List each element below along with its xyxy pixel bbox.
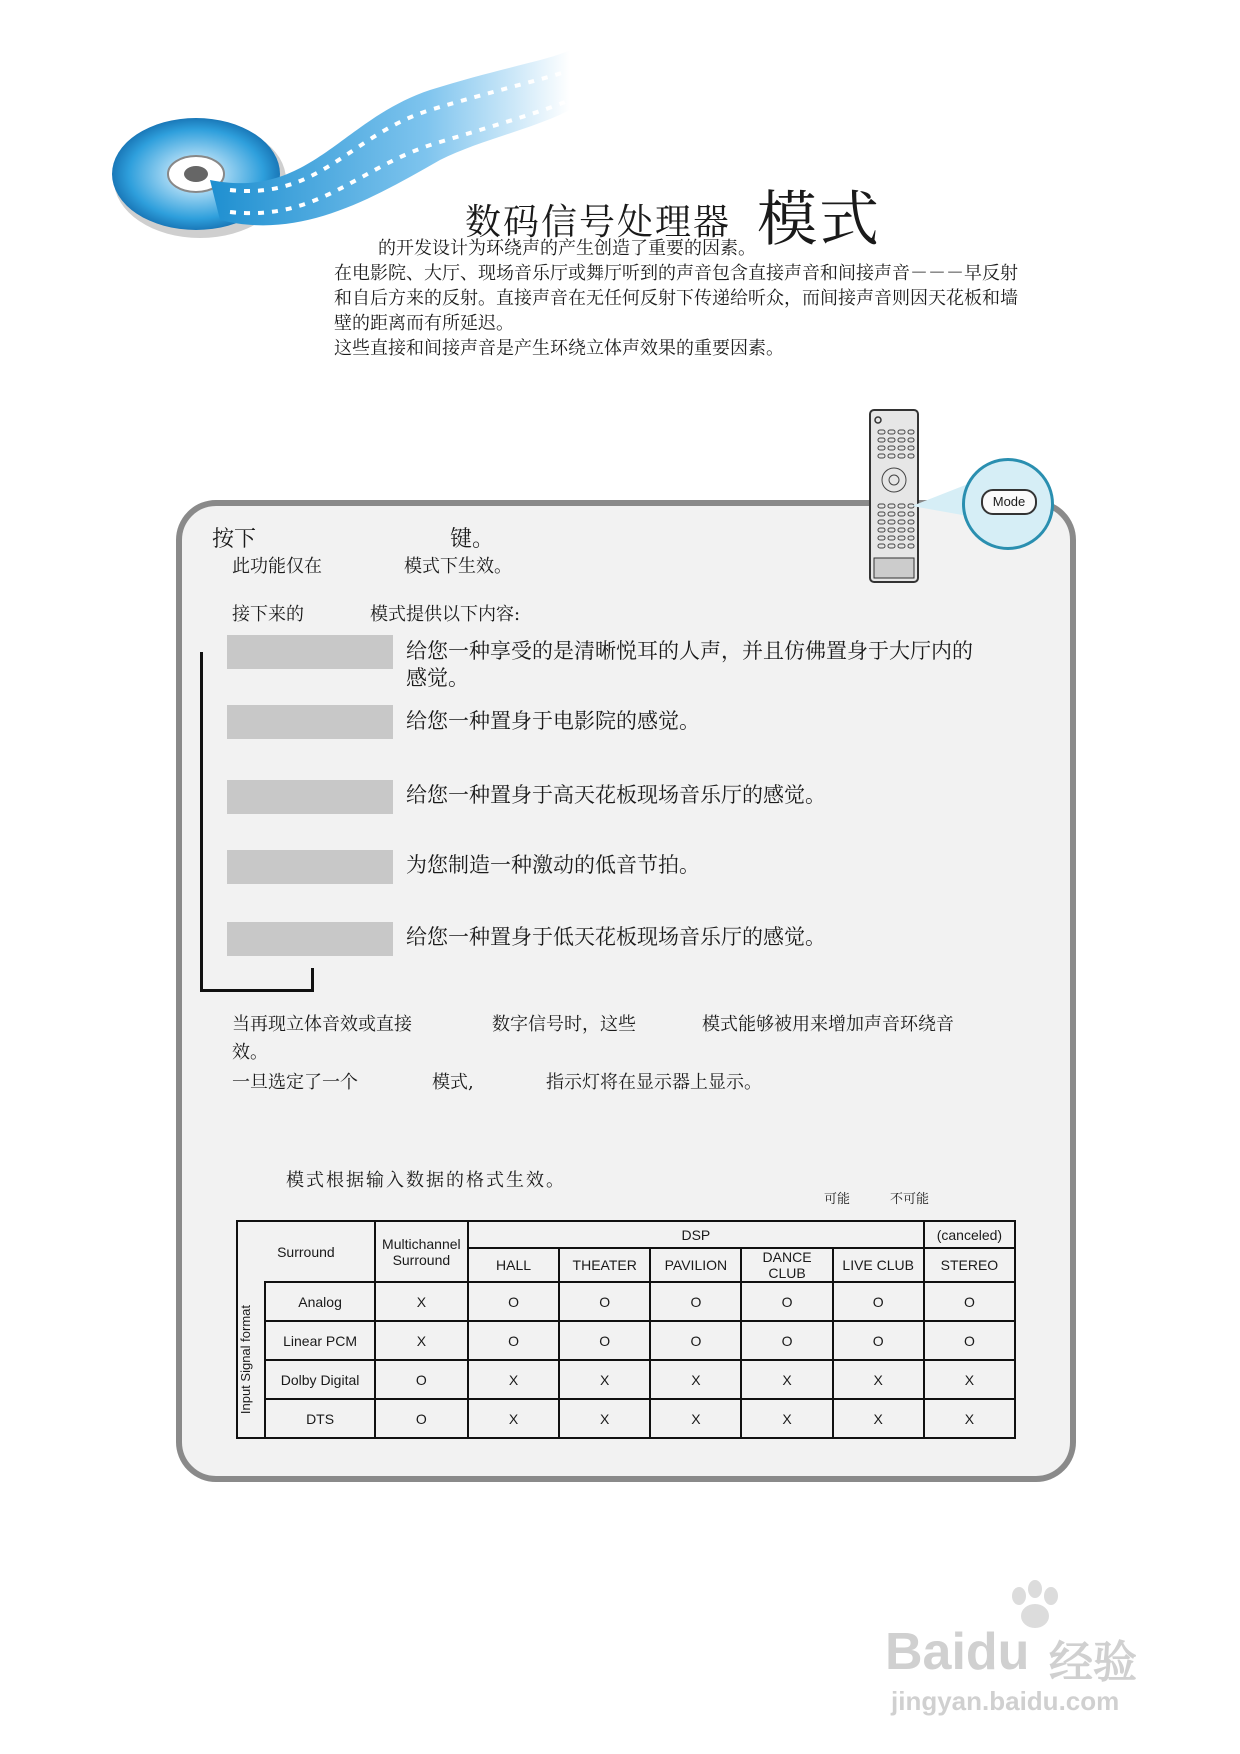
mode-name-box xyxy=(227,922,393,956)
press-prefix: 按下 xyxy=(212,527,257,552)
mode-name-box xyxy=(227,705,393,739)
header-dsp: DSP xyxy=(468,1221,924,1248)
legend-impossible: 不可能 xyxy=(890,1192,930,1207)
table-cell: O xyxy=(741,1282,832,1321)
mode-desc-hall xyxy=(406,638,973,692)
column-header: DANCE CLUB xyxy=(741,1248,832,1282)
table-row xyxy=(237,1282,1015,1321)
signal-format-table xyxy=(236,1220,1016,1439)
watermark-cn: 经验 xyxy=(1049,1638,1137,1687)
bracket-line xyxy=(200,989,314,992)
mode-name-box xyxy=(227,850,393,884)
callout-pointer xyxy=(912,480,968,520)
table-row xyxy=(237,1360,1015,1399)
table-cell: O xyxy=(924,1282,1015,1321)
table-cell: O xyxy=(833,1321,924,1360)
table-cell: X xyxy=(833,1360,924,1399)
table-cell: X xyxy=(468,1399,559,1438)
table-cell: X xyxy=(924,1360,1015,1399)
intro-line-1: 的开发设计为环绕声的产生创造了重要的因素。 xyxy=(378,238,756,259)
intro-line-3: 和自后方来的反射。直接声音在无任何反射下传递给听众，而间接声音则因天花板和墙 xyxy=(334,288,1018,309)
table-cell: X xyxy=(650,1360,741,1399)
mode-button-callout xyxy=(962,458,1054,550)
column-header: THEATER xyxy=(559,1248,650,1282)
only-prefix: 此功能仅在 xyxy=(232,556,322,577)
column-header: PAVILION xyxy=(650,1248,741,1282)
header-multichannel xyxy=(375,1221,468,1282)
watermark-url: jingyan.baidu.com xyxy=(891,1686,1120,1716)
row-label: Linear PCM xyxy=(265,1321,374,1360)
table-cell: X xyxy=(924,1399,1015,1438)
row-group-label xyxy=(237,1282,265,1438)
column-header: LIVE CLUB xyxy=(833,1248,924,1282)
row-group-label-text: Input Signal format xyxy=(238,1304,253,1415)
bracket-line xyxy=(200,652,203,992)
table-cell: O xyxy=(924,1321,1015,1360)
table-row xyxy=(237,1399,1015,1438)
note1-c: 模式能够被用来增加声音环绕音 xyxy=(702,1014,954,1035)
table-row xyxy=(237,1321,1015,1360)
note1-a: 当再现立体音效或直接 xyxy=(232,1014,412,1035)
intro-line-2: 在电影院、大厅、现场音乐厅或舞厅听到的声音包含直接声音和间接声音－－－早反射 xyxy=(334,263,1018,284)
mode-desc-theater: 给您一种置身于电影院的感觉。 xyxy=(406,709,700,733)
table-cell: X xyxy=(559,1360,650,1399)
table-cell: X xyxy=(559,1399,650,1438)
header-multichannel-line2: Surround xyxy=(392,1251,451,1268)
next-prefix: 接下来的 xyxy=(232,604,304,625)
note2-b: 模式, xyxy=(432,1072,474,1093)
mode-name-box xyxy=(227,780,393,814)
table-cell: X xyxy=(468,1360,559,1399)
table-cell: X xyxy=(833,1399,924,1438)
page-title-main: 数码信号处理器 xyxy=(465,202,732,243)
mode-desc-dance-club: 为您制造一种激动的低音节拍。 xyxy=(406,853,700,877)
table-cell: O xyxy=(468,1282,559,1321)
intro-line-4: 壁的距离而有所延迟。 xyxy=(334,313,514,334)
table-cell: X xyxy=(650,1399,741,1438)
intro-line-5: 这些直接和间接声音是产生环绕立体声效果的重要因素。 xyxy=(334,338,784,359)
table-intro: 模式根据输入数据的格式生效。 xyxy=(286,1170,566,1191)
mode-button[interactable]: Mode xyxy=(981,489,1037,515)
table-cell: X xyxy=(741,1360,832,1399)
table-cell: X xyxy=(375,1321,468,1360)
bracket-line xyxy=(311,968,314,992)
press-suffix: 键。 xyxy=(450,527,495,552)
table-cell: O xyxy=(559,1321,650,1360)
watermark-brand xyxy=(885,1622,1029,1682)
row-label: Dolby Digital xyxy=(265,1360,374,1399)
note1-d: 效。 xyxy=(232,1042,268,1063)
table-cell: O xyxy=(468,1321,559,1360)
only-suffix: 模式下生效。 xyxy=(404,556,512,577)
table-cell: O xyxy=(833,1282,924,1321)
column-header: HALL xyxy=(468,1248,559,1282)
table-cell: O xyxy=(375,1399,468,1438)
table-cell: O xyxy=(650,1282,741,1321)
watermark-brand-b: du xyxy=(965,1623,1030,1681)
next-suffix: 模式提供以下内容: xyxy=(370,604,521,625)
table-cell: O xyxy=(741,1321,832,1360)
table-cell: O xyxy=(375,1360,468,1399)
mode-desc-pavilion: 给您一种置身于高天花板现场音乐厅的感觉。 xyxy=(406,783,826,807)
watermark-brand-a: Bai xyxy=(885,1623,966,1681)
table-cell: X xyxy=(375,1282,468,1321)
note1-b: 数字信号时，这些 xyxy=(492,1014,636,1035)
mode-desc-live-club: 给您一种置身于低天花板现场音乐厅的感觉。 xyxy=(406,925,826,949)
legend-possible: 可能 xyxy=(824,1192,851,1207)
mode-name-box xyxy=(227,635,393,669)
page-title-mode: 模式 xyxy=(757,185,882,255)
table-cell: X xyxy=(741,1399,832,1438)
row-label: Analog xyxy=(265,1282,374,1321)
header-surround: Surround xyxy=(237,1221,375,1282)
table-cell: O xyxy=(559,1282,650,1321)
baidu-watermark xyxy=(885,1580,1185,1720)
mode-desc-line: 感觉。 xyxy=(406,666,469,690)
column-header: STEREO xyxy=(924,1248,1015,1282)
table-cell: O xyxy=(650,1321,741,1360)
note2-c: 指示灯将在显示器上显示。 xyxy=(546,1072,762,1093)
mode-desc-line: 给您一种享受的是清晰悦耳的人声，并且仿佛置身于大厅内的 xyxy=(406,639,973,663)
row-label: DTS xyxy=(265,1399,374,1438)
header-multichannel-line1: Multichannel xyxy=(382,1235,461,1252)
header-canceled: (canceled) xyxy=(924,1221,1015,1248)
note2-a: 一旦选定了一个 xyxy=(232,1072,358,1093)
